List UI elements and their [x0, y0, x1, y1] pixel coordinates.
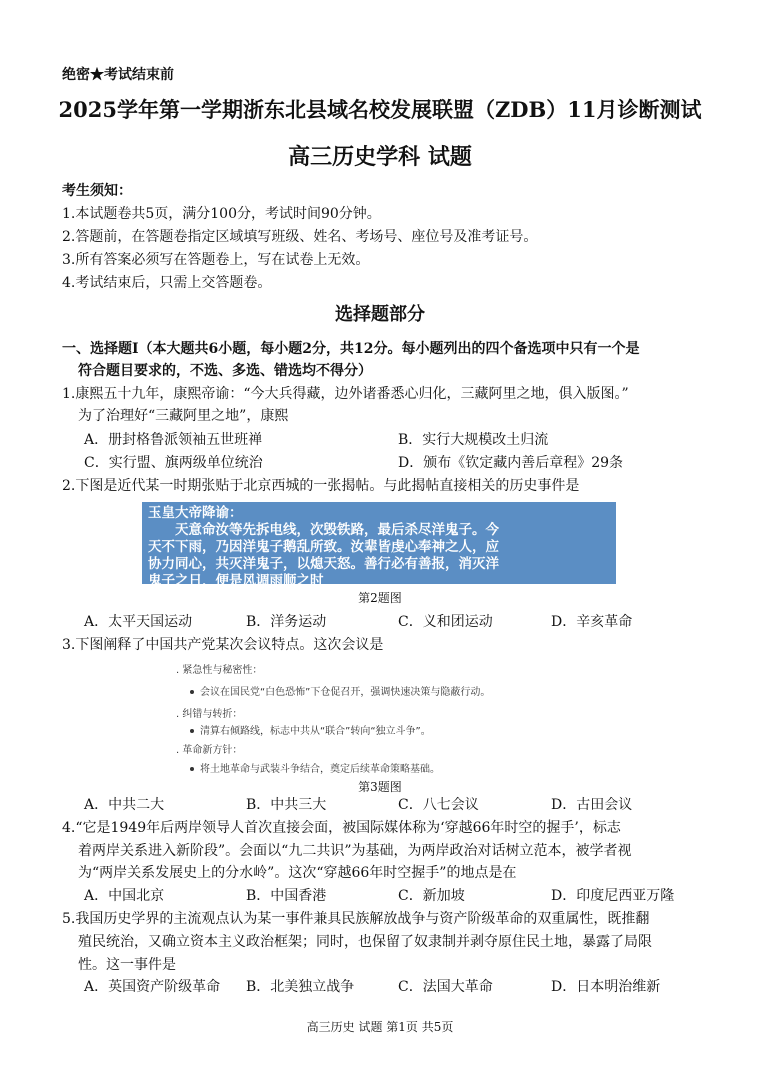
question-4-stem: 4.“它是1949年后两岸领导人首次直接会面，被国际媒体称为‘穿越66年时空的握手’，标志 — [62, 820, 621, 836]
q5-option-d: D．日本明治维新 — [551, 979, 661, 995]
notice-item: 3.所有答案必须写在答题卷上，写在试卷上无效。 — [62, 252, 370, 268]
q4-option-b: B．中国香港 — [246, 888, 327, 904]
question-2-stem: 2.下图是近代某一时期张贴于北京西城的一张揭帖。与此揭帖直接相关的历史事件是 — [62, 478, 580, 494]
bullet-icon — [190, 690, 194, 694]
q2-option-a: A．太平天国运动 — [84, 614, 193, 630]
notice-item: 1.本试题卷共5页，满分100分，考试时间90分钟。 — [62, 206, 381, 222]
poster-line: 天意命汝等先拆电线，次毁铁路，最后杀尽洋鬼子。今 — [148, 522, 499, 538]
page-footer: 高三历史 试题 第1页 共5页 — [306, 1020, 454, 1034]
poster-line: 鬼子之日，便是风调雨顺之时 — [148, 573, 324, 589]
meeting-feature-point: 将土地革命与武装斗争结合，奠定后续革命策略基础。 — [190, 760, 440, 775]
q3-option-d: D．古田会议 — [551, 797, 633, 813]
q3-option-a: A．中共二大 — [84, 797, 165, 813]
bullet-icon — [190, 767, 194, 771]
notice-heading: 考生须知： — [62, 183, 132, 199]
q5-option-a: A．英国资产阶级革命 — [84, 979, 221, 995]
q1-option-b: B．实行大规模改土归流 — [398, 432, 549, 448]
poster-figure — [142, 502, 616, 589]
section-instruction: 符合题目要求的，不选、多选、错选均不得分） — [78, 363, 372, 379]
meeting-feature-heading: . 革命新方针： — [176, 745, 243, 756]
q1-option-a: A．册封格鲁派领袖五世班禅 — [84, 432, 263, 448]
q3-option-b: B．中共三大 — [246, 797, 327, 813]
section-title: 选择题部分 — [335, 304, 425, 325]
q5-option-b: B．北美独立战争 — [246, 979, 355, 995]
q1-option-c: C．实行盟、旗两级单位统治 — [84, 455, 263, 471]
section-instruction: 一、选择题Ⅰ（本大题共6小题，每小题2分，共12分。每小题列出的四个备选项中只有一个是 — [62, 341, 640, 357]
figure-2-caption: 第2题图 — [358, 591, 402, 605]
question-1-stem: 为了治理好“三藏阿里之地”，康熙 — [78, 408, 289, 424]
question-5-stem: 性。这一事件是 — [78, 957, 176, 973]
q5-option-c: C．法国大革命 — [398, 979, 493, 995]
question-5-stem: 5.我国历史学界的主流观点认为某一事件兼具民族解放战争与资产阶级革命的双重属性，既推翻 — [62, 911, 650, 927]
poster-line: 玉皇大帝降谕： — [148, 505, 243, 521]
figure-3-caption: 第3题图 — [358, 780, 402, 794]
poster-line: 天不下雨，乃因洋鬼子鹅乱所致。汝辈皆虔心奉神之人，应 — [148, 539, 499, 555]
q2-option-c: C．义和团运动 — [398, 614, 493, 630]
q2-option-b: B．洋务运动 — [246, 614, 327, 630]
exam-title: 2025学年第一学期浙东北县域名校发展联盟（ZDB）11月诊断测试 — [58, 97, 702, 122]
q4-option-c: C．新加坡 — [398, 888, 465, 904]
question-4-stem: 为“两岸关系发展史上的分水岭”。这次“穿越66年时空握手”的地点是在 — [78, 865, 517, 881]
notice-item: 4.考试结束后，只需上交答题卷。 — [62, 275, 272, 291]
question-4-stem: 着两岸关系进入新阶段”。会面以“九二共识”为基础，为两岸政治对话树立范本，被学者视 — [78, 843, 632, 859]
confidential-label: 绝密★考试结束前 — [62, 67, 174, 83]
notice-item: 2.答题前，在答题卷指定区域填写班级、姓名、考场号、座位号及准考证号。 — [62, 229, 538, 245]
meeting-feature-heading: . 紧急性与秘密性： — [176, 665, 263, 676]
meeting-feature-heading: . 纠错与转折： — [176, 709, 243, 720]
question-3-stem: 3.下图阐释了中国共产党某次会议特点。这次会议是 — [62, 637, 384, 653]
poster-line: 协力同心，共灭洋鬼子，以熄天怒。善行必有善报，消灭洋 — [148, 556, 499, 572]
meeting-feature-point: 清算右倾路线，标志中共从“联合”转向“独立斗争”。 — [190, 722, 431, 737]
q1-option-d: D．颁布《钦定藏内善后章程》29条 — [398, 455, 624, 471]
q2-option-d: D．辛亥革命 — [551, 614, 633, 630]
q3-option-c: C．八七会议 — [398, 797, 479, 813]
exam-subtitle: 高三历史学科 试题 — [288, 144, 472, 170]
q4-option-a: A．中国北京 — [84, 888, 165, 904]
question-5-stem: 殖民统治，又确立资本主义政治框架；同时，也保留了奴隶制并剥夺原住民土地，暴露了局限 — [78, 934, 652, 950]
bullet-icon — [190, 729, 194, 733]
q4-option-d: D．印度尼西亚万隆 — [551, 888, 675, 904]
meeting-feature-point: 会议在国民党“白色恐怖”下仓促召开，强调快速决策与隐蔽行动。 — [190, 683, 490, 698]
question-1-stem: 1.康熙五十九年，康熙帝谕：“今大兵得藏，边外诸番悉心归化，三藏阿里之地，俱入版图。” — [62, 386, 629, 402]
